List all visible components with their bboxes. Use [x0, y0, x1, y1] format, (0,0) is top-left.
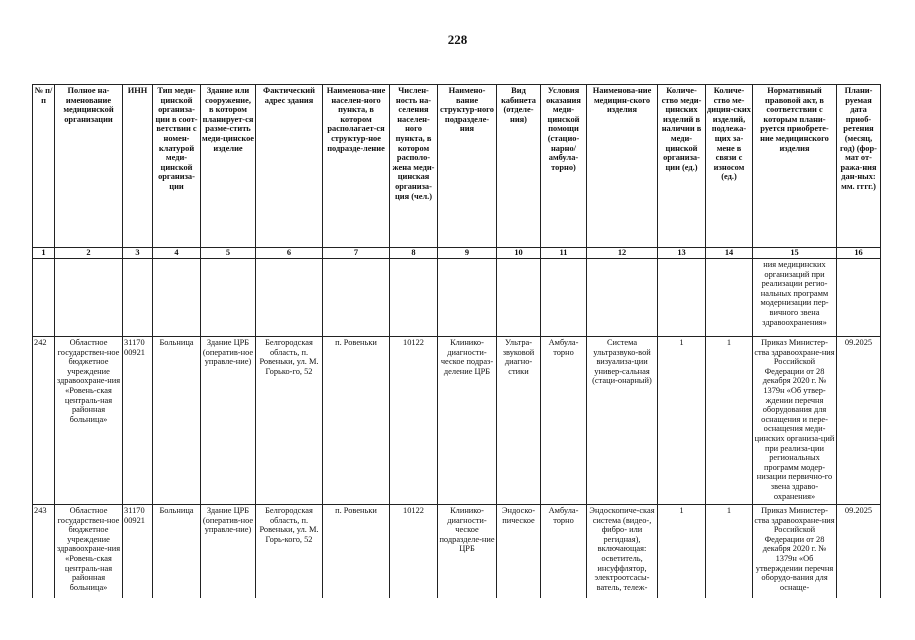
qty-replace-cell: 1: [706, 505, 753, 602]
empty-cell: [153, 259, 201, 337]
empty-cell: [587, 259, 658, 337]
column-number: 9: [438, 248, 497, 259]
qty-have-cell: 1: [658, 337, 706, 505]
table-row: [33, 505, 881, 602]
page-bottom-margin: [0, 598, 915, 640]
header-cell: Наимено-вание структур-ного подразделе-ния: [438, 85, 497, 248]
column-number: 13: [658, 248, 706, 259]
qty-have-cell: 1: [658, 505, 706, 602]
empty-cell: [201, 259, 256, 337]
address-cell: Белгородская область, п. Ровеньки, ул. М. Горько-го, 52: [256, 337, 323, 505]
empty-cell: [256, 259, 323, 337]
column-number: 6: [256, 248, 323, 259]
legal-act-cell: Приказ Министер-ства здравоохране-ния Российской Федерации от 28 декабря 2020 г. № 1379н «Об утвер-ждении перечня оборудования для оснащения и пере-оснащения меди-цинских организа-ций при реализа-ции региональных программ модер-низации первично-го звена здраво-охранения»: [753, 337, 837, 505]
column-number-row: [33, 248, 881, 259]
column-number: 7: [323, 248, 390, 259]
continuation-act-cell: ния медицинских организаций при реализации регио-нальных программ модернизации пер-вичного звена здравоохранения»: [753, 259, 837, 337]
subdivision-cell: Клинико-диагности-ческое подраз-деление ЦРБ: [438, 337, 497, 505]
locality-cell: п. Ровеньки: [323, 505, 390, 602]
cabinet-cell: Ультра-звуковой диагно-стики: [497, 337, 541, 505]
column-number: 16: [837, 248, 881, 259]
conditions-cell: Амбула-торно: [541, 337, 587, 505]
page-number: 228: [447, 32, 468, 47]
empty-cell: [658, 259, 706, 337]
continuation-row: [33, 259, 881, 337]
org-name-cell: Областное государствен-ное бюджетное учреждение здравоохране-ния «Ровень-ская централь-ная районная больница»: [55, 505, 123, 602]
inn-cell: 31170 00921: [123, 337, 153, 505]
header-cell: Нормативный правовой акт, в соответствии с которым плани-руется приобрете-ние медицинского изделия: [753, 85, 837, 248]
address-cell: Белгородская область, п. Ровеньки, ул. М. Горь-кого, 52: [256, 505, 323, 602]
planned-date-cell: 09.2025: [837, 337, 881, 505]
column-number: 5: [201, 248, 256, 259]
header-cell: Наименова-ние медицин-ского изделия: [587, 85, 658, 248]
device-cell: Система ультразвуко-вой визуализа-ции универ-сальная (стаци-онарный): [587, 337, 658, 505]
empty-cell: [438, 259, 497, 337]
header-cell: Количе-ство ме-дицин-ских изделий, подлежа-щих за-мене в связи с износом (ед.): [706, 85, 753, 248]
column-number: 2: [55, 248, 123, 259]
header-cell: Условия оказания меди-цинской помощи (стацио-нарно/ амбула-торно): [541, 85, 587, 248]
legal-act-cell: Приказ Министер-ства здравоохране-ния Российской Федерации от 28 декабря 2020 г. № 1379н «Об утверждении перечня оборудо-вания для оснаще-: [753, 505, 837, 602]
column-number: 15: [753, 248, 837, 259]
empty-cell: [497, 259, 541, 337]
column-number: 10: [497, 248, 541, 259]
column-number: 4: [153, 248, 201, 259]
column-number: 12: [587, 248, 658, 259]
row-number: 242: [33, 337, 55, 505]
header-cell: № п/п: [33, 85, 55, 248]
conditions-cell: Амбула-торно: [541, 505, 587, 602]
device-cell: Эндоскопиче-ская система (видео-, фибро- или регидная), включающая: осветитель, инсуффлятор, электроотсасы-ватель, тележ-: [587, 505, 658, 602]
empty-cell: [837, 259, 881, 337]
header-cell: Наименова-ние населен-ного пункта, в котором располагает-ся структур-ное подразде-ление: [323, 85, 390, 248]
empty-cell: [390, 259, 438, 337]
org-type-cell: Больница: [153, 505, 201, 602]
column-number: 14: [706, 248, 753, 259]
column-number: 3: [123, 248, 153, 259]
header-cell: Здание или сооружение, в котором планирует-ся разме-стить меди-цинское изделие: [201, 85, 256, 248]
empty-cell: [323, 259, 390, 337]
subdivision-cell: Клинико-диагности-ческое подразделе-ние ЦРБ: [438, 505, 497, 602]
org-name-cell: Областное государствен-ное бюджетное учреждение здравоохране-ния «Ровень-ская централь-ная районная больница»: [55, 337, 123, 505]
table-header-row: [33, 85, 881, 248]
empty-cell: [55, 259, 123, 337]
header-cell: Плани-руемая дата приоб-ретения (месяц, год) (фор-мат от-ража-ния дан-ных: мм. гггг.): [837, 85, 881, 248]
row-number: 243: [33, 505, 55, 602]
header-cell: Фактический адрес здания: [256, 85, 323, 248]
column-number: 1: [33, 248, 55, 259]
empty-cell: [123, 259, 153, 337]
table-row: [33, 337, 881, 505]
header-cell: Вид кабинета (отделе-ния): [497, 85, 541, 248]
header-cell: Числен-ность на-селения населен-ного пункта, в котором располо-жена меди-цинская организа-ция (чел.): [390, 85, 438, 248]
empty-cell: [33, 259, 55, 337]
empty-cell: [706, 259, 753, 337]
equipment-table: [32, 84, 881, 602]
org-type-cell: Больница: [153, 337, 201, 505]
locality-cell: п. Ровеньки: [323, 337, 390, 505]
empty-cell: [541, 259, 587, 337]
header-cell: ИНН: [123, 85, 153, 248]
building-cell: Здание ЦРБ (оператив-ное управле-ние): [201, 337, 256, 505]
header-cell: Тип меди-цинской организа-ции в соот-ветствии с номен-клатурой меди-цинской организа-ции: [153, 85, 201, 248]
column-number: 11: [541, 248, 587, 259]
header-cell: Количе-ство меди-цинских изделий в наличии в меди-цинской организа-ции (ед.): [658, 85, 706, 248]
population-cell: 10122: [390, 337, 438, 505]
header-cell: Полное на-именование медицинской организации: [55, 85, 123, 248]
population-cell: 10122: [390, 505, 438, 602]
inn-cell: 31170 00921: [123, 505, 153, 602]
qty-replace-cell: 1: [706, 337, 753, 505]
column-number: 8: [390, 248, 438, 259]
building-cell: Здание ЦРБ (оператив-ное управле-ние): [201, 505, 256, 602]
cabinet-cell: Эндоско-пическое: [497, 505, 541, 602]
planned-date-cell: 09.2025: [837, 505, 881, 602]
